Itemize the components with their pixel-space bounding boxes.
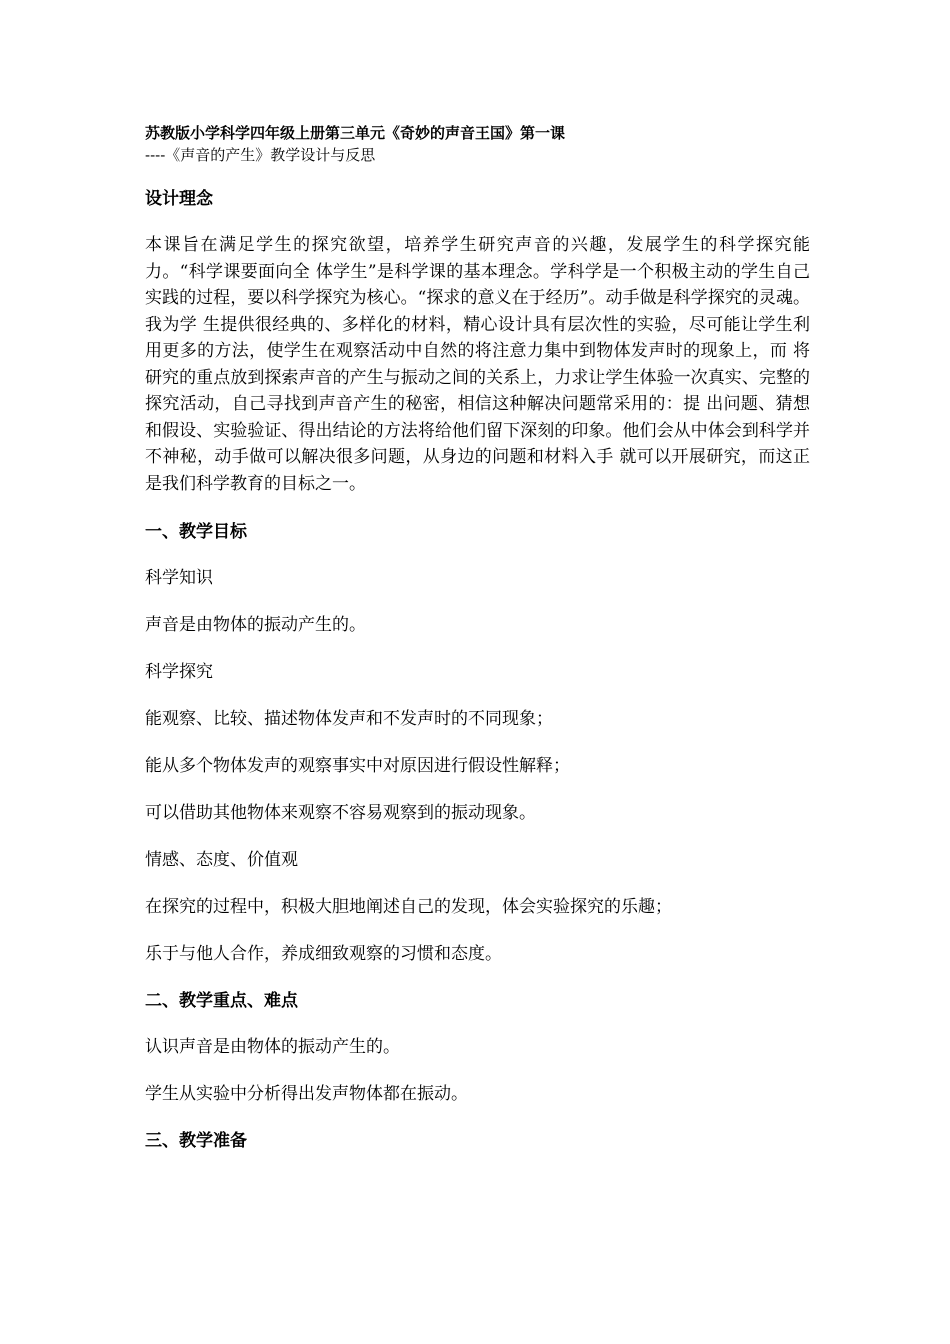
- goal-inquiry-item: 能从多个物体发声的观察事实中对原因进行假设性解释；: [145, 756, 570, 776]
- goal-inquiry-item: 可以借助其他物体来观察不容易观察到的振动现象。: [145, 803, 536, 823]
- goal-knowledge-item: 声音是由物体的振动产生的。: [145, 615, 366, 635]
- section-heading-goals: 一、教学目标: [145, 522, 247, 542]
- document-page: [145, 122, 810, 1174]
- document-title: 苏教版小学科学四年级上册第三单元《奇妙的声音王国》第一课: [145, 124, 566, 142]
- goal-attitude-item: 在探究的过程中，积极大胆地阐述自己的发现，体会实验探究的乐趣；: [145, 897, 672, 917]
- design-paragraph: 本课旨在满足学生的探究欲望，培养学生研究声音的兴趣，发展学生的科学探究能力。“科学课要面向全 体学生”是科学课的基本理念。学科学是一个积极主动的学生自己实践的过程，要以科学探究为核心。“探求的意义在于经历”。动手做是科学探究的灵魂。我为学 生提供很经典的、多样化的材料，精心设计具有层次性的实验，尽可能让学生利用更多的方法，使学生在观察活动中自然的将注意力集中到物体发声时的现象上，而 将研究的重点放到探索声音的产生与振动之间的关系上，力求让学生体验一次真实、完整的探究活动，自己寻找到声音产生的秘密，相信这种解决问题常采用的：提 出问题、猜想和假设、实验验证、得出结论的方法将给他们留下深刻的印象。他们会从中体会到科学并不神秘，动手做可以解决很多问题，从身边的问题和材料入手 就可以开展研究，而这正是我们科学教育的目标之一。: [145, 235, 810, 494]
- goal-inquiry-item: 能观察、比较、描述物体发声和不发声时的不同现象；: [145, 709, 553, 729]
- section-heading-design: 设计理念: [145, 189, 213, 209]
- section-heading-preparation: 三、教学准备: [145, 1131, 247, 1151]
- goal-inquiry-label: 科学探究: [145, 662, 213, 682]
- goal-attitude-item: 乐于与他人合作，养成细致观察的习惯和态度。: [145, 944, 502, 964]
- goal-attitude-label: 情感、态度、价值观: [145, 850, 298, 870]
- key-point-item: 学生从实验中分析得出发声物体都在振动。: [145, 1084, 468, 1104]
- goal-knowledge-label: 科学知识: [145, 568, 213, 588]
- key-point-item: 认识声音是由物体的振动产生的。: [145, 1037, 400, 1057]
- section-heading-key-points: 二、教学重点、难点: [145, 991, 298, 1011]
- document-subtitle: ----《声音的产生》教学设计与反思: [145, 146, 376, 164]
